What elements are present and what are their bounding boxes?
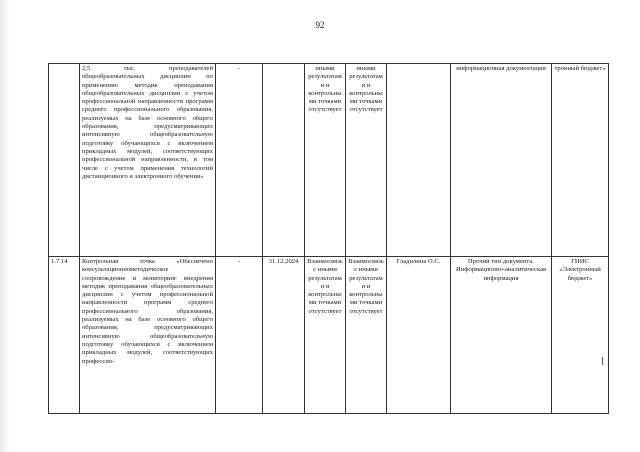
cell-document-type: информационная документация xyxy=(451,64,552,257)
cell-end-date: 31.12.2024 xyxy=(263,257,305,414)
cell-start-date: - xyxy=(216,64,263,257)
cell-start-date: - xyxy=(216,257,263,414)
cell-information-system: ГИИС «Электронный бюджет» xyxy=(552,257,609,414)
scan-edge-shadow xyxy=(0,0,10,452)
page-number: 92 xyxy=(315,20,325,30)
cell-description: 2,5 тыс. преподавателей общеобразовательных дисциплин по применению методик преподавания общеобразовательных дисциплин с учетом профессиональной направленности программ среднего профессионального образования, реализуемых на базе основного общего образования, предусматривающих интенсивную общеобразовательную подготовку обучающихся с включением прикладных модулей, соответствующих профессиональной направленности, в том числе с учетом применения технологий дистанционного и электронного обучения» xyxy=(80,64,216,257)
cell-responsible xyxy=(387,64,451,257)
cell-id: 1.7.14 xyxy=(49,257,80,414)
cell-description: Контрольная точка «Обеспечено консультационнометодическое сопровождение и мониторинг внедрения методик преподавания общеобразовательных дисциплин с учетом профессиональной направленности программ среднего профессионального образования, реализуемых на базе основного общего образования, предусматривающих интенсивную общеобразовательную подготовку обучающихся с включением прикладных модулей, соответствующих профессио- xyxy=(80,257,216,414)
cell-responsible: Гладилина О.С. xyxy=(387,257,451,414)
cell-relation-next: Взаимосвязь с иными результатами и контрольными точками отсутствует xyxy=(346,257,387,414)
cell-document-type: Прочий тип документа. Информационно-аналитическая информация xyxy=(451,257,552,414)
plan-table xyxy=(48,63,609,414)
cell-relation-previous: иными результатами и контрольными точками отсутствует xyxy=(305,64,346,257)
cell-relation-previous: Взаимосвязь с иными результатами и контрольными точками отсутствует xyxy=(305,257,346,414)
cell-id xyxy=(49,64,80,257)
cell-relation-next: иными результатами и контрольными точками отсутствует xyxy=(346,64,387,257)
cell-information-system: тронный бюджет» xyxy=(552,64,609,257)
cell-end-date xyxy=(263,64,305,257)
table-row xyxy=(49,64,609,257)
table-row xyxy=(49,257,609,414)
scan-mark xyxy=(602,357,603,365)
